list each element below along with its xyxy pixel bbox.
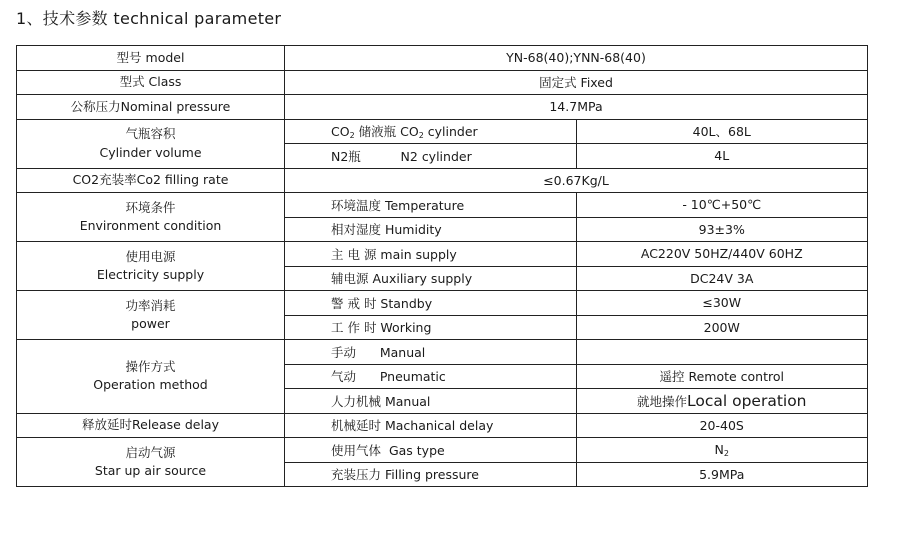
power-supply-label-cn: 使用电源 bbox=[125, 248, 176, 264]
consumption-label bbox=[17, 291, 285, 340]
environment-label bbox=[17, 193, 285, 242]
table-row bbox=[17, 438, 868, 463]
n2-cylinder-value: 4L bbox=[576, 144, 868, 169]
standby-value: ≤30W bbox=[576, 291, 868, 316]
table-row bbox=[17, 168, 868, 193]
manual-value bbox=[576, 340, 868, 365]
release-label: 释放延时Release delay bbox=[17, 413, 285, 438]
gas-type-text: N bbox=[714, 441, 724, 457]
filling-pressure-value: 5.9MPa bbox=[576, 462, 868, 487]
operation-label-en: Operation method bbox=[93, 377, 208, 393]
table-row bbox=[17, 340, 868, 365]
co2-text: cylinder bbox=[423, 124, 478, 140]
gas-type-value bbox=[576, 438, 868, 463]
operation-label bbox=[17, 340, 285, 414]
pneumatic-value: 遥控 Remote control bbox=[576, 364, 868, 389]
co2-subscript: 2 bbox=[349, 131, 355, 141]
local-operation-cn: 就地操作 bbox=[636, 393, 687, 409]
manual-label: 手动 Manual bbox=[285, 340, 577, 365]
power-supply-label-en: Electricity supply bbox=[96, 267, 205, 282]
table-row bbox=[17, 291, 868, 316]
class-label: 型式 Class bbox=[17, 70, 285, 95]
main-supply-label: 主 电 源 main supply bbox=[285, 242, 577, 267]
table-row bbox=[17, 242, 868, 267]
humidity-value: 93±3% bbox=[576, 217, 868, 242]
table-row bbox=[17, 95, 868, 120]
table-row bbox=[17, 70, 868, 95]
cylinder-label-cn: 气瓶容积 bbox=[125, 126, 176, 142]
environment-label-en: Environment condition bbox=[79, 218, 222, 233]
temperature-value: - 10℃+50℃ bbox=[576, 193, 868, 218]
pressure-value: 14.7MPa bbox=[285, 95, 868, 120]
table-row bbox=[17, 413, 868, 438]
power-supply-label bbox=[17, 242, 285, 291]
consumption-label-en: power bbox=[131, 316, 170, 331]
local-operation-en: Local operation bbox=[686, 391, 807, 410]
aux-supply-value: DC24V 3A bbox=[576, 266, 868, 291]
mechanical-delay-label: 机械延时 Machanical delay bbox=[285, 413, 577, 438]
main-supply-value: AC220V 50HZ/440V 60HZ bbox=[576, 242, 868, 267]
gas-type-label: 使用气体 Gas type bbox=[285, 438, 577, 463]
model-label: 型号 model bbox=[17, 46, 285, 71]
startup-label-en: Star up air source bbox=[94, 463, 207, 478]
humidity-label: 相对湿度 Humidity bbox=[285, 217, 577, 242]
pneumatic-label: 气动 Pneumatic bbox=[285, 364, 577, 389]
standby-label: 警 戒 时 Standby bbox=[285, 291, 577, 316]
mechanical-manual-value bbox=[576, 389, 868, 414]
co2-cylinder-label bbox=[285, 119, 577, 144]
startup-label-cn: 启动气源 bbox=[125, 444, 176, 460]
model-value: YN-68(40);YNN-68(40) bbox=[285, 46, 868, 71]
cylinder-label bbox=[17, 119, 285, 168]
startup-label bbox=[17, 438, 285, 487]
aux-supply-label: 辅电源 Auxiliary supply bbox=[285, 266, 577, 291]
n2-cylinder-label: N2瓶 N2 cylinder bbox=[285, 144, 577, 169]
gas-type-subscript: 2 bbox=[723, 448, 729, 458]
table-row bbox=[17, 119, 868, 144]
environment-label-cn: 环境条件 bbox=[125, 199, 176, 215]
working-value: 200W bbox=[576, 315, 868, 340]
class-value: 固定式 Fixed bbox=[285, 70, 868, 95]
pressure-label: 公称压力Nominal pressure bbox=[17, 95, 285, 120]
consumption-label-cn: 功率消耗 bbox=[125, 297, 176, 313]
co2-cylinder-value: 40L、68L bbox=[576, 119, 868, 144]
co2-subscript: 2 bbox=[418, 131, 424, 141]
temperature-label: 环境温度 Temperature bbox=[285, 193, 577, 218]
mechanical-delay-value: 20-40S bbox=[576, 413, 868, 438]
technical-parameter-table bbox=[16, 45, 868, 487]
working-label: 工 作 时 Working bbox=[285, 315, 577, 340]
section-heading: 1、技术参数 technical parameter bbox=[16, 9, 282, 28]
co2-text: CO bbox=[331, 124, 350, 140]
co2-text: 储液瓶 CO bbox=[354, 124, 419, 140]
filling-label: CO2充装率Co2 filling rate bbox=[17, 168, 285, 193]
table-row bbox=[17, 193, 868, 218]
mechanical-manual-label: 人力机械 Manual bbox=[285, 389, 577, 414]
filling-pressure-label: 充装压力 Filling pressure bbox=[285, 462, 577, 487]
cylinder-label-en: Cylinder volume bbox=[99, 144, 202, 160]
operation-label-cn: 操作方式 bbox=[125, 359, 176, 375]
filling-value: ≤0.67Kg/L bbox=[285, 168, 868, 193]
table-row bbox=[17, 46, 868, 71]
